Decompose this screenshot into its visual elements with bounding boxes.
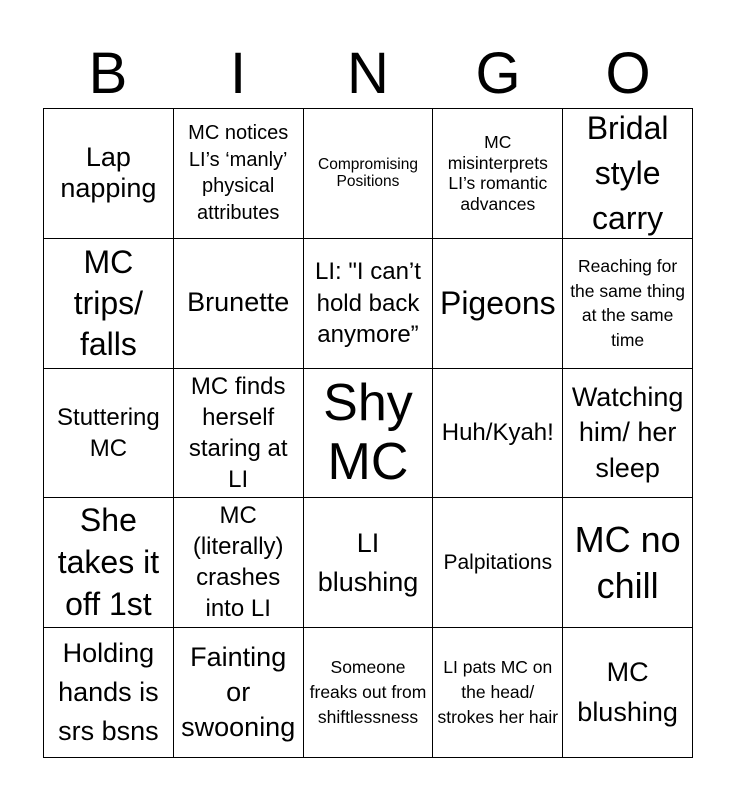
cell-text: Huh/Kyah! xyxy=(441,418,554,446)
bingo-cell[interactable] xyxy=(44,498,174,628)
cell-text: Reaching for the same thing at the same time xyxy=(570,256,685,350)
bingo-cell[interactable] xyxy=(304,109,434,239)
bingo-board xyxy=(43,108,693,758)
header-letter-b: B xyxy=(88,41,128,106)
bingo-cell[interactable] xyxy=(44,239,174,369)
cell-text: MC misinterprets LI’s romantic advances xyxy=(447,132,548,214)
bingo-cell[interactable] xyxy=(44,109,174,239)
cell-text: Stuttering MC xyxy=(57,403,160,462)
bingo-header xyxy=(43,40,693,108)
header-letter-n: N xyxy=(347,41,389,106)
cell-text: LI: "I can’t hold back anymore” xyxy=(315,258,421,348)
bingo-cell[interactable] xyxy=(433,628,563,758)
cell-text: MC (literally) crashes into LI xyxy=(192,502,284,622)
bingo-cell[interactable] xyxy=(433,498,563,628)
bingo-cell[interactable] xyxy=(563,498,693,628)
bingo-cell[interactable] xyxy=(563,109,693,239)
cell-text: MC no chill xyxy=(574,519,681,606)
cell-text: Compromising Positions xyxy=(318,156,418,191)
cell-text: LI pats MC on the head/ strokes her hair xyxy=(437,656,559,728)
cell-text: Someone freaks out from shiftlessness xyxy=(309,656,427,728)
bingo-cell[interactable] xyxy=(433,369,563,499)
bingo-cell[interactable] xyxy=(563,369,693,499)
bingo-cell[interactable] xyxy=(174,109,304,239)
cell-text: MC blushing xyxy=(577,657,678,727)
bingo-cell[interactable] xyxy=(44,628,174,758)
header-letter-i: I xyxy=(229,41,247,106)
bingo-cell[interactable] xyxy=(174,498,304,628)
cell-text: Fainting or swooning xyxy=(181,641,296,743)
cell-text: She takes it off 1st xyxy=(57,502,160,622)
cell-text: MC finds herself staring at LI xyxy=(188,372,288,494)
bingo-cell[interactable] xyxy=(174,369,304,499)
bingo-cell[interactable] xyxy=(563,239,693,369)
bingo-cell[interactable] xyxy=(174,628,304,758)
cell-text: MC trips/ falls xyxy=(73,243,144,362)
bingo-cell[interactable] xyxy=(304,628,434,758)
bingo-cell[interactable] xyxy=(174,239,304,369)
cell-text: MC notices LI’s ‘manly’ physical attributes xyxy=(188,122,289,224)
bingo-cell[interactable] xyxy=(563,628,693,758)
cell-text: Watching him/ her sleep xyxy=(571,382,684,483)
cell-text: Brunette xyxy=(187,287,290,318)
cell-text: Palpitations xyxy=(443,550,553,574)
bingo-cell[interactable] xyxy=(304,239,434,369)
bingo-cell[interactable] xyxy=(433,109,563,239)
cell-text: Bridal style carry xyxy=(586,110,669,236)
cell-text: Holding hands is srs bsns xyxy=(58,637,159,747)
bingo-cell[interactable] xyxy=(433,239,563,369)
cell-text: Shy MC xyxy=(323,373,413,491)
bingo-cell[interactable] xyxy=(304,498,434,628)
cell-text: Pigeons xyxy=(439,284,556,321)
header-letter-g: G xyxy=(475,41,521,106)
header-letter-o: O xyxy=(605,41,651,106)
cell-text: Lap napping xyxy=(60,141,157,204)
bingo-cell[interactable] xyxy=(304,369,434,499)
bingo-cell[interactable] xyxy=(44,369,174,499)
cell-text: LI blushing xyxy=(317,527,419,597)
